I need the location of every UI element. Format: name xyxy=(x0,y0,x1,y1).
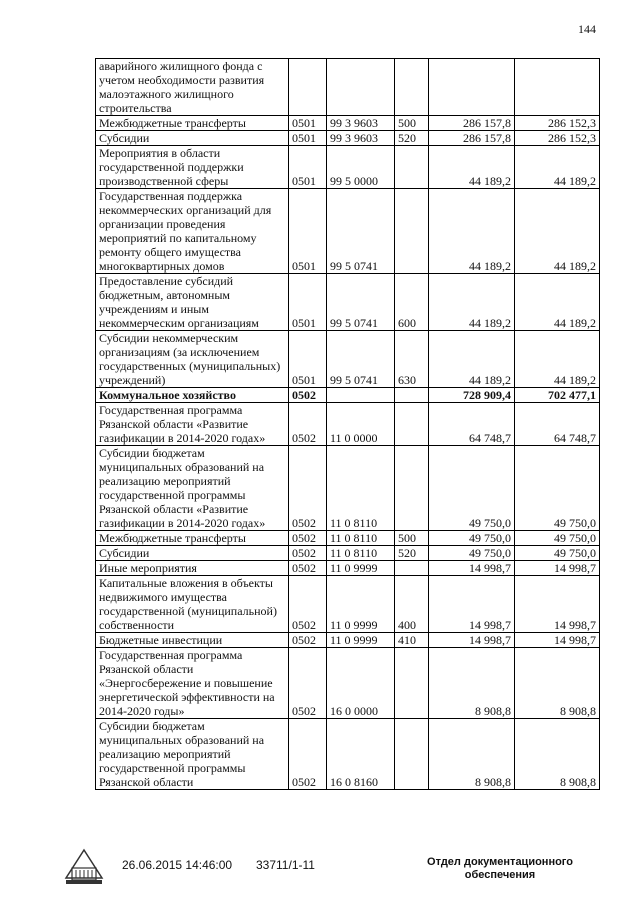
row-amount-executed: 8 908,8 xyxy=(515,719,600,790)
row-name: Межбюджетные трансферты xyxy=(96,531,289,546)
row-amount-executed: 286 152,3 xyxy=(515,131,600,146)
row-amount-executed: 44 189,2 xyxy=(515,146,600,189)
row-amount-executed: 8 908,8 xyxy=(515,648,600,719)
row-expense-type xyxy=(395,719,429,790)
row-name: Бюджетные инвестиции xyxy=(96,633,289,648)
row-amount-approved: 8 908,8 xyxy=(429,719,515,790)
table-row xyxy=(96,59,600,116)
row-amount-approved: 64 748,7 xyxy=(429,403,515,446)
row-section-code: 0501 xyxy=(289,131,327,146)
row-expense-type xyxy=(395,146,429,189)
footer-reference: 33711/1-11 xyxy=(256,858,315,872)
row-section-code: 0502 xyxy=(289,633,327,648)
row-amount-approved: 44 189,2 xyxy=(429,189,515,274)
row-expense-type: 500 xyxy=(395,116,429,131)
row-amount-approved: 728 909,4 xyxy=(429,388,515,403)
row-amount-executed xyxy=(515,59,600,116)
row-expense-type: 520 xyxy=(395,546,429,561)
table-row xyxy=(96,648,600,719)
footer-department: Отдел документационного обеспечения xyxy=(427,856,573,881)
table-row xyxy=(96,131,600,146)
table-row xyxy=(96,331,600,388)
row-amount-executed: 49 750,0 xyxy=(515,446,600,531)
row-section-code: 0501 xyxy=(289,331,327,388)
row-amount-executed: 44 189,2 xyxy=(515,189,600,274)
row-amount-approved xyxy=(429,59,515,116)
row-name: Капитальные вложения в объекты недвижимого имущества государственной (муниципальной) собственности xyxy=(96,576,289,633)
row-amount-approved: 14 998,7 xyxy=(429,633,515,648)
row-section-code: 0501 xyxy=(289,116,327,131)
row-section-code: 0502 xyxy=(289,561,327,576)
footer-date: 26.06.2015 14:46:00 xyxy=(122,858,233,872)
logo-icon xyxy=(62,848,106,886)
row-amount-approved: 14 998,7 xyxy=(429,561,515,576)
row-expense-type xyxy=(395,446,429,531)
row-name: аварийного жилищного фонда с учетом необходимости развития малоэтажного жилищного строительства xyxy=(96,59,289,116)
row-name: Государственная программа Рязанской области «Развитие газификации в 2014-2020 годах» xyxy=(96,403,289,446)
row-expense-type: 500 xyxy=(395,531,429,546)
row-expense-type: 600 xyxy=(395,274,429,331)
row-amount-executed: 702 477,1 xyxy=(515,388,600,403)
row-target-code: 99 5 0741 xyxy=(327,274,395,331)
row-amount-executed: 286 152,3 xyxy=(515,116,600,131)
row-section-code: 0502 xyxy=(289,403,327,446)
budget-table-body xyxy=(96,59,600,790)
row-amount-executed: 44 189,2 xyxy=(515,331,600,388)
row-expense-type: 410 xyxy=(395,633,429,648)
row-name: Субсидии xyxy=(96,546,289,561)
row-expense-type: 630 xyxy=(395,331,429,388)
row-name: Государственная программа Рязанской области «Энергосбережение и повышение энергетической эффективности на 2014-2020 годы» xyxy=(96,648,289,719)
row-amount-approved: 44 189,2 xyxy=(429,274,515,331)
row-expense-type xyxy=(395,648,429,719)
row-expense-type xyxy=(395,388,429,403)
row-expense-type xyxy=(395,59,429,116)
table-row xyxy=(96,274,600,331)
row-name: Коммунальное хозяйство xyxy=(96,388,289,403)
row-target-code: 16 0 0000 xyxy=(327,648,395,719)
row-section-code xyxy=(289,59,327,116)
row-target-code: 99 3 9603 xyxy=(327,131,395,146)
row-section-code: 0502 xyxy=(289,388,327,403)
row-section-code: 0502 xyxy=(289,648,327,719)
table-row xyxy=(96,116,600,131)
table-row xyxy=(96,446,600,531)
row-target-code: 99 3 9603 xyxy=(327,116,395,131)
row-name: Субсидии бюджетам муниципальных образований на реализацию мероприятий государственной программы Рязанской области «Развитие газификации в 2014-2020 годах» xyxy=(96,446,289,531)
row-target-code: 11 0 8110 xyxy=(327,531,395,546)
table-row xyxy=(96,561,600,576)
row-section-code: 0502 xyxy=(289,576,327,633)
row-name: Субсидии xyxy=(96,131,289,146)
table-row xyxy=(96,576,600,633)
row-amount-approved: 286 157,8 xyxy=(429,116,515,131)
table-row xyxy=(96,531,600,546)
table-row xyxy=(96,189,600,274)
row-name: Государственная поддержка некоммерческих организаций для организации проведения мероприятий по капитальному ремонту общего имущества многоквартирных домов xyxy=(96,189,289,274)
row-expense-type: 520 xyxy=(395,131,429,146)
row-expense-type: 400 xyxy=(395,576,429,633)
row-section-code: 0502 xyxy=(289,546,327,561)
row-name: Предоставление субсидий бюджетным, автономным учреждениям и иным некоммерческим организациям xyxy=(96,274,289,331)
table-row xyxy=(96,719,600,790)
row-target-code: 11 0 9999 xyxy=(327,633,395,648)
row-amount-approved: 49 750,0 xyxy=(429,446,515,531)
row-name: Субсидии бюджетам муниципальных образований на реализацию мероприятий государственной программы Рязанской области xyxy=(96,719,289,790)
row-amount-approved: 14 998,7 xyxy=(429,576,515,633)
row-target-code: 11 0 9999 xyxy=(327,576,395,633)
row-target-code: 99 5 0000 xyxy=(327,146,395,189)
row-expense-type xyxy=(395,189,429,274)
row-amount-approved: 49 750,0 xyxy=(429,546,515,561)
row-expense-type xyxy=(395,561,429,576)
row-target-code: 16 0 8160 xyxy=(327,719,395,790)
row-section-code: 0502 xyxy=(289,531,327,546)
row-expense-type xyxy=(395,403,429,446)
row-section-code: 0502 xyxy=(289,446,327,531)
budget-table xyxy=(95,58,600,790)
row-section-code: 0502 xyxy=(289,719,327,790)
table-row xyxy=(96,546,600,561)
row-name: Субсидии некоммерческим организациям (за исключением государственных (муниципальных) учреждений) xyxy=(96,331,289,388)
row-amount-executed: 44 189,2 xyxy=(515,274,600,331)
row-target-code xyxy=(327,388,395,403)
row-target-code: 11 0 8110 xyxy=(327,446,395,531)
row-name: Межбюджетные трансферты xyxy=(96,116,289,131)
row-name: Иные мероприятия xyxy=(96,561,289,576)
row-target-code: 99 5 0741 xyxy=(327,189,395,274)
row-target-code: 99 5 0741 xyxy=(327,331,395,388)
row-amount-executed: 14 998,7 xyxy=(515,561,600,576)
row-amount-executed: 14 998,7 xyxy=(515,576,600,633)
table-row xyxy=(96,633,600,648)
row-amount-approved: 44 189,2 xyxy=(429,146,515,189)
row-amount-approved: 44 189,2 xyxy=(429,331,515,388)
row-target-code: 11 0 0000 xyxy=(327,403,395,446)
row-amount-executed: 49 750,0 xyxy=(515,531,600,546)
row-amount-executed: 64 748,7 xyxy=(515,403,600,446)
table-row xyxy=(96,403,600,446)
row-target-code: 11 0 9999 xyxy=(327,561,395,576)
row-amount-approved: 49 750,0 xyxy=(429,531,515,546)
row-section-code: 0501 xyxy=(289,189,327,274)
row-amount-executed: 49 750,0 xyxy=(515,546,600,561)
row-amount-executed: 14 998,7 xyxy=(515,633,600,648)
row-target-code: 11 0 8110 xyxy=(327,546,395,561)
table-row xyxy=(96,388,600,403)
row-name: Мероприятия в области государственной поддержки производственной сферы xyxy=(96,146,289,189)
row-target-code xyxy=(327,59,395,116)
row-section-code: 0501 xyxy=(289,146,327,189)
row-amount-approved: 8 908,8 xyxy=(429,648,515,719)
page-number: 144 xyxy=(578,22,596,36)
row-section-code: 0501 xyxy=(289,274,327,331)
row-amount-approved: 286 157,8 xyxy=(429,131,515,146)
table-row xyxy=(96,146,600,189)
